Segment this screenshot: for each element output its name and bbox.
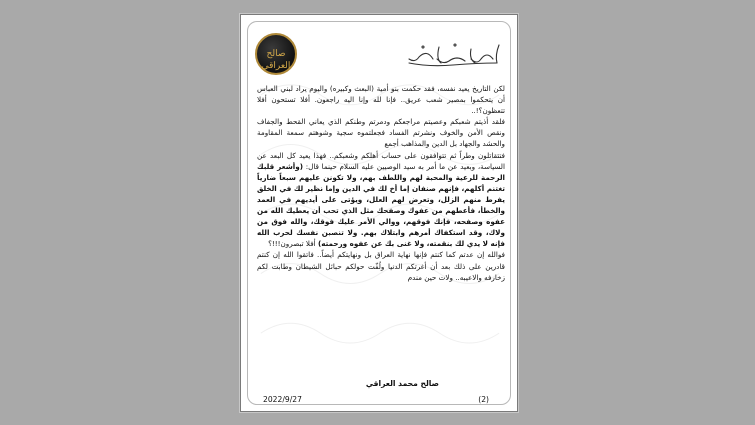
calligraphy-signature: [403, 39, 503, 69]
author-seal-logo: [255, 33, 297, 75]
document-date: 2022/9/27: [263, 395, 302, 404]
paragraph-3-intro: فتتقاتلون وطراً ثم تتوافقون على حساب أهلكم وشعبكم.. فهذا يعيد كل البعد عن السياسة، وبعيد عن ما أمر به سيد الوصيين عليه السلام حينما قال:: [257, 150, 505, 171]
rhetorical-question: أفلا تبصرون!!!؟: [268, 239, 316, 249]
seal-text: صالح العراقي: [261, 49, 291, 71]
document-page: [240, 14, 518, 412]
author-name: صالح محمد العراقي: [365, 379, 439, 388]
paragraph-3: [257, 150, 505, 250]
imam-ali-quote: (وأشعر قلبك الرحمة للرعية والمحبة لهم واللطف بهم، ولا تكونن عليهم سبعاً ضارياً تغتنم أكلهم، فإنهم صنفان إما أخ لك في الدين وإما نظير لك في الخلق يفرط منهم الزلل، وتعرض لهم العلل، ويؤتى على أيديهم في العمد والخطأ، فأعطهم من عفوك وصفحك مثل الذي تحب أن يعطيك الله من عفوه وصفحه، فإنك فوقهم، ووالي الأمر عليك فوقك، والله فوق من ولاك، وقد استكفاك أمرهم وابتلاك بهم. ولا تنصبن نفسك لحرب الله فإنه لا يدي لك بنقمته، ولا غنى بك عن عفوه ورحمته): [257, 161, 505, 249]
paragraph-1: لكن التاريخ يعيد نفسه، فقد حكمت بنو أمية (البعث وكبيره) واليوم يراد لبني العباس أن يتحكموا بمصير شعب عريق.. فإنا لله وإنا اليه راجعون. أفلا تستحون أفلا تتعظون؟!..: [257, 84, 505, 116]
page-number: (2): [478, 395, 489, 404]
paragraph-2: فلقد أذيتم شعبكم وعصيتم مراجعكم ودمرتم وطنكم الذي يعاني القحط والجفاف ونقص الأمن والخوف ونشرتم الفساد فجعلتموه سجية وشوهتم سمعة المقاومة والحشد والجهاد بل الدين والمذاهب أجمع: [257, 117, 505, 149]
paragraph-4: فوالله إن عدتم كما كنتم فإنها نهاية العراق بل ونهايتكم أيضاً.. فاتقوا الله إن كنتم قادرين على ذلك بعد أن أغرتكم الدنيا ولُفّت حولكم حبائل الشيطان وطابت لكم زخارفه والاعيبه.. ولات حين مندم: [257, 250, 505, 282]
letter-body: [257, 83, 505, 283]
